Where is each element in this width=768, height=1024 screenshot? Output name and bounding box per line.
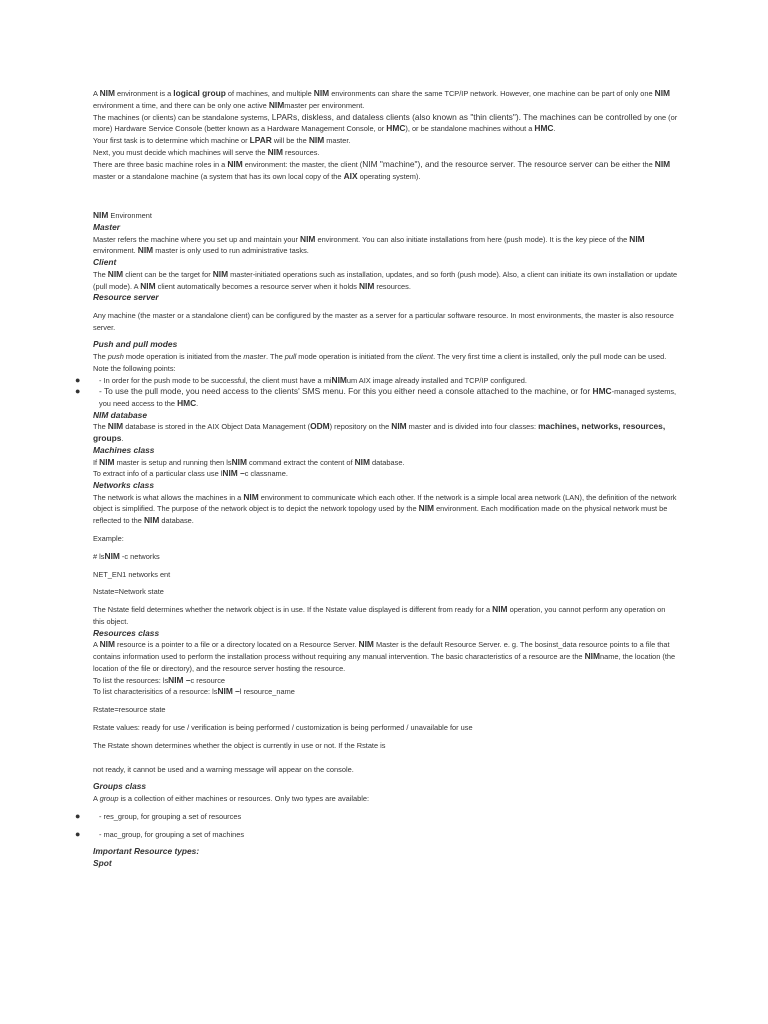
example-command: # lsNIM -c networks <box>93 550 160 561</box>
machines-class-line-1: If NIM master is setup and running then lsNIM command extract the content of NIM database. <box>93 456 405 467</box>
section-title-nim-environment: NIM Environment <box>93 210 152 221</box>
machines-class-line-2: To extract info of a particular class use lNIM –c classname. <box>93 468 288 479</box>
heading-nim-database: NIM database <box>93 409 147 420</box>
intro-paragraph-5: There are three basic machine roles in a NIM environment: the master, the client (NIM "machine"), and the resource server. The resource server can be either the NIM master or a standalone machine (a system that has its own local copy of the AIX operating system). <box>93 158 671 181</box>
nstate-line: Nstate=Network state <box>93 587 164 597</box>
nstate-paragraph: The Nstate field determines whether the network object is in use. If the Nstate value displayed is different from ready for a NIM operation, you cannot perform any operation on this object. <box>93 604 666 626</box>
document-page <box>75 88 678 869</box>
rstate-line: Rstate=resource state <box>93 705 166 715</box>
master-paragraph: Master refers the machine where you set up and maintain your NIM environment. You can also initiate installations from here (push mode). It is the key piece of the NIM environment. NIM master is only used to run administrative tasks. <box>93 233 645 256</box>
heading-important-resource-types: Important Resource types: <box>93 846 200 857</box>
rstate-values-line: Rstate values: ready for use / verification is being performed / customization is being performed / unavailable for use <box>93 723 473 733</box>
resource-server-paragraph: Any machine (the master or a standalone client) can be configured by the master as a server for a particular software resource. In most environments, the master is also resource server. <box>93 310 674 332</box>
list-item: ● - res_group, for grouping a set of resources <box>75 810 242 821</box>
list-characteristics-line: To list characterisitics of a resource: lsNIM –l resource_name <box>93 686 295 697</box>
client-paragraph: The NIM client can be the target for NIM master-initiated operations such as installation, updates, and so forth (push mode). Also, a client can initiate its own installation or update (pull mode). A NIM client automatically becomes a resource server when it holds NIM resources. <box>93 268 678 291</box>
heading-resource-server: Resource server <box>93 292 159 303</box>
heading-push-pull: Push and pull modes <box>93 339 178 350</box>
groups-class-paragraph: A group is a collection of either machines or resources. Only two types are available: <box>93 793 370 803</box>
list-resources-line: To list the resources: lsNIM –c resource <box>93 674 226 685</box>
heading-client: Client <box>93 257 117 268</box>
bullet-icon: ● <box>75 374 81 385</box>
heading-master: Master <box>93 222 120 233</box>
heading-machines-class: Machines class <box>93 445 155 456</box>
nim-database-paragraph: The NIM database is stored in the AIX Object Data Management (ODM) repository on the NIM master and is divided into four classes: machines, networks, resources, groups. <box>93 421 666 444</box>
example-label: Example: <box>93 534 124 544</box>
rstate-not-ready-line: not ready, it cannot be used and a warning message will appear on the console. <box>93 764 354 774</box>
networks-class-paragraph: The network is what allows the machines in a NIM environment to communicate which each other. If the network is a simple local area network (LAN), the definition of the network object is simplified. The purpose of the network object is to depict the network topology used by the NIM environment. Each modification made on the physical network must be reflected to the NIM database. <box>93 491 677 526</box>
bullet-icon: ● <box>75 828 81 839</box>
intro-paragraph-3: Your first task is to determine which machine or LPAR will be the NIM master. <box>93 135 351 146</box>
example-output: NET_EN1 networks ent <box>93 569 171 579</box>
heading-spot: Spot <box>93 857 112 868</box>
intro-paragraph-1: A NIM environment is a logical group of machines, and multiple NIM environments can share the same TCP/IP network. However, one machine can be part of only one NIM environment a time, and there can be only one active NIMmaster per environment. <box>93 88 671 110</box>
list-item: ● - mac_group, for grouping a set of machines <box>75 828 245 839</box>
rstate-shown-line: The Rstate shown determines whether the object is currently in use or not. If the Rstate is <box>93 740 386 750</box>
resources-class-paragraph: A NIM resource is a pointer to a file or a directory located on a Resource Server. NIM Master is the default Resource Server. e. g. The bosinst_data resource points to a file that contains information used to perform the installation process without requiring any manual intervention. The basic characteristics of a resource are the NIMname, the location (the location of the file or directory), and the resource server hosting the resource. <box>93 639 676 673</box>
intro-paragraph-4: Next, you must decide which machines will serve the NIM resources. <box>93 146 320 157</box>
heading-networks-class: Networks class <box>93 480 154 491</box>
bullet-icon: ● <box>75 810 81 821</box>
heading-resources-class: Resources class <box>93 627 160 638</box>
list-item: ● - To use the pull mode, you need access to the clients' SMS menu. For this you either need a console attached to the machine, or for HMC-managed systems, you need access to the HMC. <box>75 386 677 409</box>
list-item: ● - In order for the push mode to be successful, the client must have a miNIMum AIX image already installed and TCP/IP configured. <box>75 374 527 385</box>
push-pull-paragraph: The push mode operation is initiated from the master. The pull mode operation is initiated from the client. The very first time a client is installed, only the pull mode can be used. Note the following points: <box>93 351 667 373</box>
intro-paragraph-2: The machines (or clients) can be standalone systems, LPARs, diskless, and dataless clients (also known as "thin clients"). The machines can be controlled by one (or more) Hardware Service Console (better known as a Hardware Management Console, or HMC), or be standalone machines without a HMC. <box>93 111 678 134</box>
bullet-icon: ● <box>75 386 81 397</box>
heading-groups-class: Groups class <box>93 781 147 792</box>
